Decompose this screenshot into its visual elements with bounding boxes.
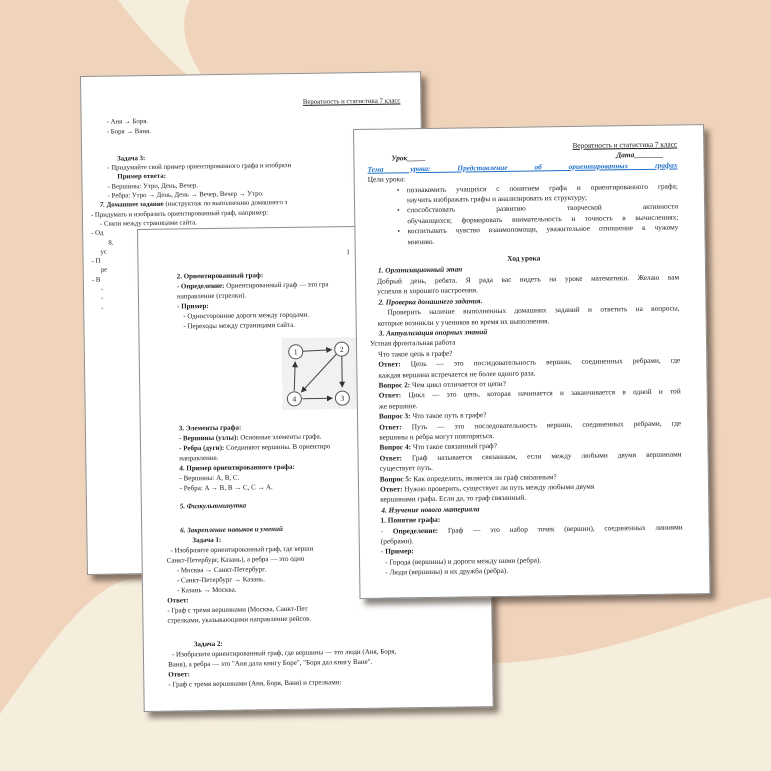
text-segment: Ответ: bbox=[379, 453, 403, 463]
text-segment: - Вершины: A, B, C. bbox=[179, 473, 240, 483]
document-page-right bbox=[353, 124, 711, 599]
text-segment: Определение: bbox=[392, 525, 439, 536]
text-segment: - bbox=[380, 547, 386, 557]
text-segment: - Люди (вершины) и их дружба (ребра). bbox=[385, 566, 509, 577]
text-segment: научить изображать графы и анализировать их структуру; bbox=[406, 192, 588, 205]
text-segment: - Москва → Санкт-Петербург. bbox=[176, 565, 267, 575]
text-segment: Цикл — это цепь, которая начинается и заканчивается в одной и той bbox=[401, 386, 681, 400]
text-segment: Домашнее задание bbox=[106, 201, 166, 210]
text-segment: Пример: bbox=[385, 546, 414, 557]
text-segment: Основные элементы графа. bbox=[238, 432, 322, 442]
text-segment: 3. Актуализация опорных знаний bbox=[378, 327, 488, 338]
text-segment: Граф называется связанным, если между любыми двумя вершинами bbox=[401, 449, 682, 463]
page-number-fragment: 1 bbox=[346, 248, 350, 257]
text-segment: Ответ: bbox=[379, 484, 403, 494]
text-segment: - Од bbox=[91, 229, 104, 238]
text-segment: - bbox=[380, 526, 393, 536]
text-segment: ус bbox=[100, 248, 107, 256]
text-segment: Добрый день, ребята. Я рада вас видеть на уроке математики. Желаю вам bbox=[377, 272, 680, 286]
text-segment: Урок_____ bbox=[391, 153, 426, 163]
text-segment: Ориентированный граф — это гра bbox=[224, 280, 329, 290]
text-segment: (ребрами). bbox=[380, 536, 414, 546]
text-segment: - Придумайте свой пример ориентированного графа и изобрази bbox=[107, 162, 292, 172]
text-segment: - П bbox=[91, 257, 101, 266]
text-segment: же вершине. bbox=[378, 400, 418, 411]
text-segment: 4. Пример ориентированного графа: bbox=[179, 462, 295, 473]
text-segment: стрелками, указывающими направление рейсов. bbox=[167, 614, 312, 625]
text-segment: Ответ: bbox=[378, 359, 401, 369]
text-segment: Что такое цепь в графе? bbox=[378, 348, 453, 359]
text-segment: 7. bbox=[99, 202, 107, 210]
text-segment: Проверить наличие выполненных домашних заданий и ответить на вопросы, bbox=[387, 303, 680, 317]
text-segment: Пример ответа: bbox=[117, 173, 166, 181]
text-segment: 4. Изучение нового материала bbox=[381, 504, 480, 515]
text-segment: - bbox=[100, 285, 104, 293]
text-segment: которые возникли у учеников во время их выполнения. bbox=[377, 315, 550, 328]
text-segment: Ребра (дуги): bbox=[183, 443, 225, 453]
graph-figure bbox=[282, 337, 359, 410]
text-line bbox=[89, 97, 400, 111]
text-segment: обучающихся; формировать внимательность и точность в вычислениях; bbox=[407, 212, 679, 226]
text-segment: 2. Ориентированный граф: bbox=[176, 271, 264, 281]
text-segment: Граф — это набор точек (вершин), соединенных линиями bbox=[438, 522, 683, 535]
text-segment: Что такое путь в графе? bbox=[410, 410, 487, 421]
text-segment: - bbox=[177, 302, 182, 311]
text-segment: 3. Элементы графа: bbox=[178, 423, 242, 433]
text-segment: - Ребра: Утро → День, День → Вечер, Вечер → Утро. bbox=[107, 190, 264, 200]
text-segment: способствовать развитию творческой активности bbox=[407, 201, 679, 215]
text-segment: направление (стрелки). bbox=[176, 291, 247, 301]
text-segment: 1. Организационный этап bbox=[377, 264, 463, 276]
text-segment: Соединяют вершины. В ориентиро bbox=[224, 442, 331, 452]
text-segment: - В bbox=[91, 276, 101, 284]
text-segment: Вероятность и статистика 7 класс bbox=[302, 97, 401, 106]
text-segment: Санкт-Петербург, Казань), а ребра — это одно bbox=[166, 554, 305, 565]
text-segment: Вопрос 3: bbox=[378, 411, 411, 421]
text-segment: - Города (вершины) и дороги между ними (ребра). bbox=[384, 555, 542, 567]
text-segment: Нужно проверить, существует ли путь между любыми двумя bbox=[402, 481, 595, 494]
text-segment: Что такое связанный граф? bbox=[410, 441, 498, 452]
text-segment: мнению. bbox=[407, 236, 435, 246]
text-segment: - Ребра: A → B, B → C, C → A. bbox=[179, 483, 273, 493]
text-segment: Ваня), а ребра — это "Аня дала книгу Боре", "Боря дал книгу Ване". bbox=[168, 657, 373, 669]
text-segment: Цепь — это последовательность вершин, соединенных ребрами, где bbox=[400, 355, 681, 369]
text-segment: - bbox=[101, 304, 104, 312]
text-segment: Как определить, является ли граф связанным? bbox=[411, 471, 557, 483]
text-segment: Вероятность и статистика 7 класс bbox=[572, 139, 678, 150]
text-segment: Задача 1: bbox=[192, 535, 222, 545]
text-segment: воспитывать чувство взаимопомощи, уважительное отношение к чужому bbox=[407, 222, 679, 236]
text-segment: Цели урока: bbox=[367, 174, 406, 185]
text-segment: 2. Проверка домашнего задания. bbox=[378, 295, 483, 307]
graph-node-label: 4 bbox=[292, 394, 297, 404]
text-segment: - Связи между страницами сайта. bbox=[100, 219, 198, 228]
text-segment: - Боря → Ваня. bbox=[106, 127, 151, 136]
text-segment: Ответ: bbox=[168, 670, 190, 679]
graph-node-label: 2 bbox=[339, 344, 344, 354]
text-segment: успехов и хорошего настроения. bbox=[377, 285, 479, 296]
text-segment: вершины и ребра могут повторяться. bbox=[379, 431, 495, 442]
text-segment: Вопрос 5: bbox=[379, 473, 412, 484]
text-segment: 8. bbox=[108, 239, 114, 247]
text-segment: Пример: bbox=[181, 302, 209, 311]
text-segment: - Казань → Москва. bbox=[176, 585, 237, 595]
text-segment: Вопрос 4: bbox=[379, 442, 412, 453]
text-segment: Путь — это последовательность вершин, соединенных ребрами, где bbox=[401, 418, 682, 431]
text-segment: 5. Физкультминутка bbox=[179, 501, 247, 511]
text-segment: познакомить учащихся с понятием графа и ориентированного графа; bbox=[406, 181, 678, 194]
text-segment: существует путь. bbox=[379, 463, 433, 473]
text-segment: Чем цикл отличается от цепи? bbox=[410, 378, 506, 390]
text-segment: Тема урока: Представление об ориентированных графах bbox=[367, 160, 678, 174]
text-segment: Задача 2: bbox=[193, 639, 223, 649]
text-segment: Определение: bbox=[180, 281, 225, 291]
text-segment: - Граф с тремя вершинами (Москва, Санкт-Пет bbox=[167, 604, 308, 615]
text-segment: - Придумать и изобразить ориентированный граф, например: bbox=[90, 209, 269, 219]
text-segment: - bbox=[176, 282, 181, 291]
text-segment: Устная фронтальная работа bbox=[369, 337, 456, 349]
text-segment: Ответ: bbox=[378, 390, 402, 401]
text-segment: каждая вершина встречается не более одного раза. bbox=[378, 368, 536, 380]
text-segment: - Санкт-Петербург → Казань. bbox=[176, 575, 266, 585]
text-segment: - Изобразите ориентированный граф, где вершины — это люди (Аня, Боря, bbox=[171, 647, 397, 659]
text-segment: вершинами графа. Если да, то граф связанный. bbox=[380, 493, 527, 505]
text-segment: - bbox=[179, 444, 184, 453]
text-segment: Вершины (узлы): bbox=[182, 433, 239, 443]
text-segment: направление. bbox=[179, 453, 219, 463]
text-segment: - Изобразите ориентированный граф, где верши bbox=[170, 544, 314, 555]
text-segment: - Вершины: Утро, День, Вечер. bbox=[107, 182, 199, 191]
graph-node-label: 3 bbox=[340, 393, 345, 403]
text-segment: - Граф с тремя вершинами (Аня, Боря, Ваня) и стрелками: bbox=[168, 678, 342, 689]
text-segment: - bbox=[101, 295, 104, 303]
text-segment: Ход урока bbox=[507, 253, 541, 263]
text-segment: - Аня → Боря. bbox=[106, 118, 149, 126]
text-segment: Ответ: bbox=[167, 596, 189, 605]
text-segment: - Переходы между страницами сайта. bbox=[183, 320, 296, 331]
text-segment: 6. Закрепление навыков и умений bbox=[180, 524, 283, 535]
text-segment: Задача 3: bbox=[117, 154, 146, 163]
text-segment: (инструктаж по выполнению домашнего з bbox=[165, 199, 288, 209]
text-segment: - bbox=[178, 434, 184, 443]
text-segment: 1. Понятие графа: bbox=[380, 515, 441, 525]
text-segment: Ответ: bbox=[379, 421, 402, 432]
text-segment: - Односторонние дороги между городами. bbox=[183, 310, 310, 321]
text-segment: Вопрос 2: bbox=[378, 380, 411, 390]
text-segment: ре bbox=[100, 267, 108, 275]
text-segment: Дата________ bbox=[616, 150, 664, 160]
graph-node-label: 1 bbox=[293, 347, 298, 357]
